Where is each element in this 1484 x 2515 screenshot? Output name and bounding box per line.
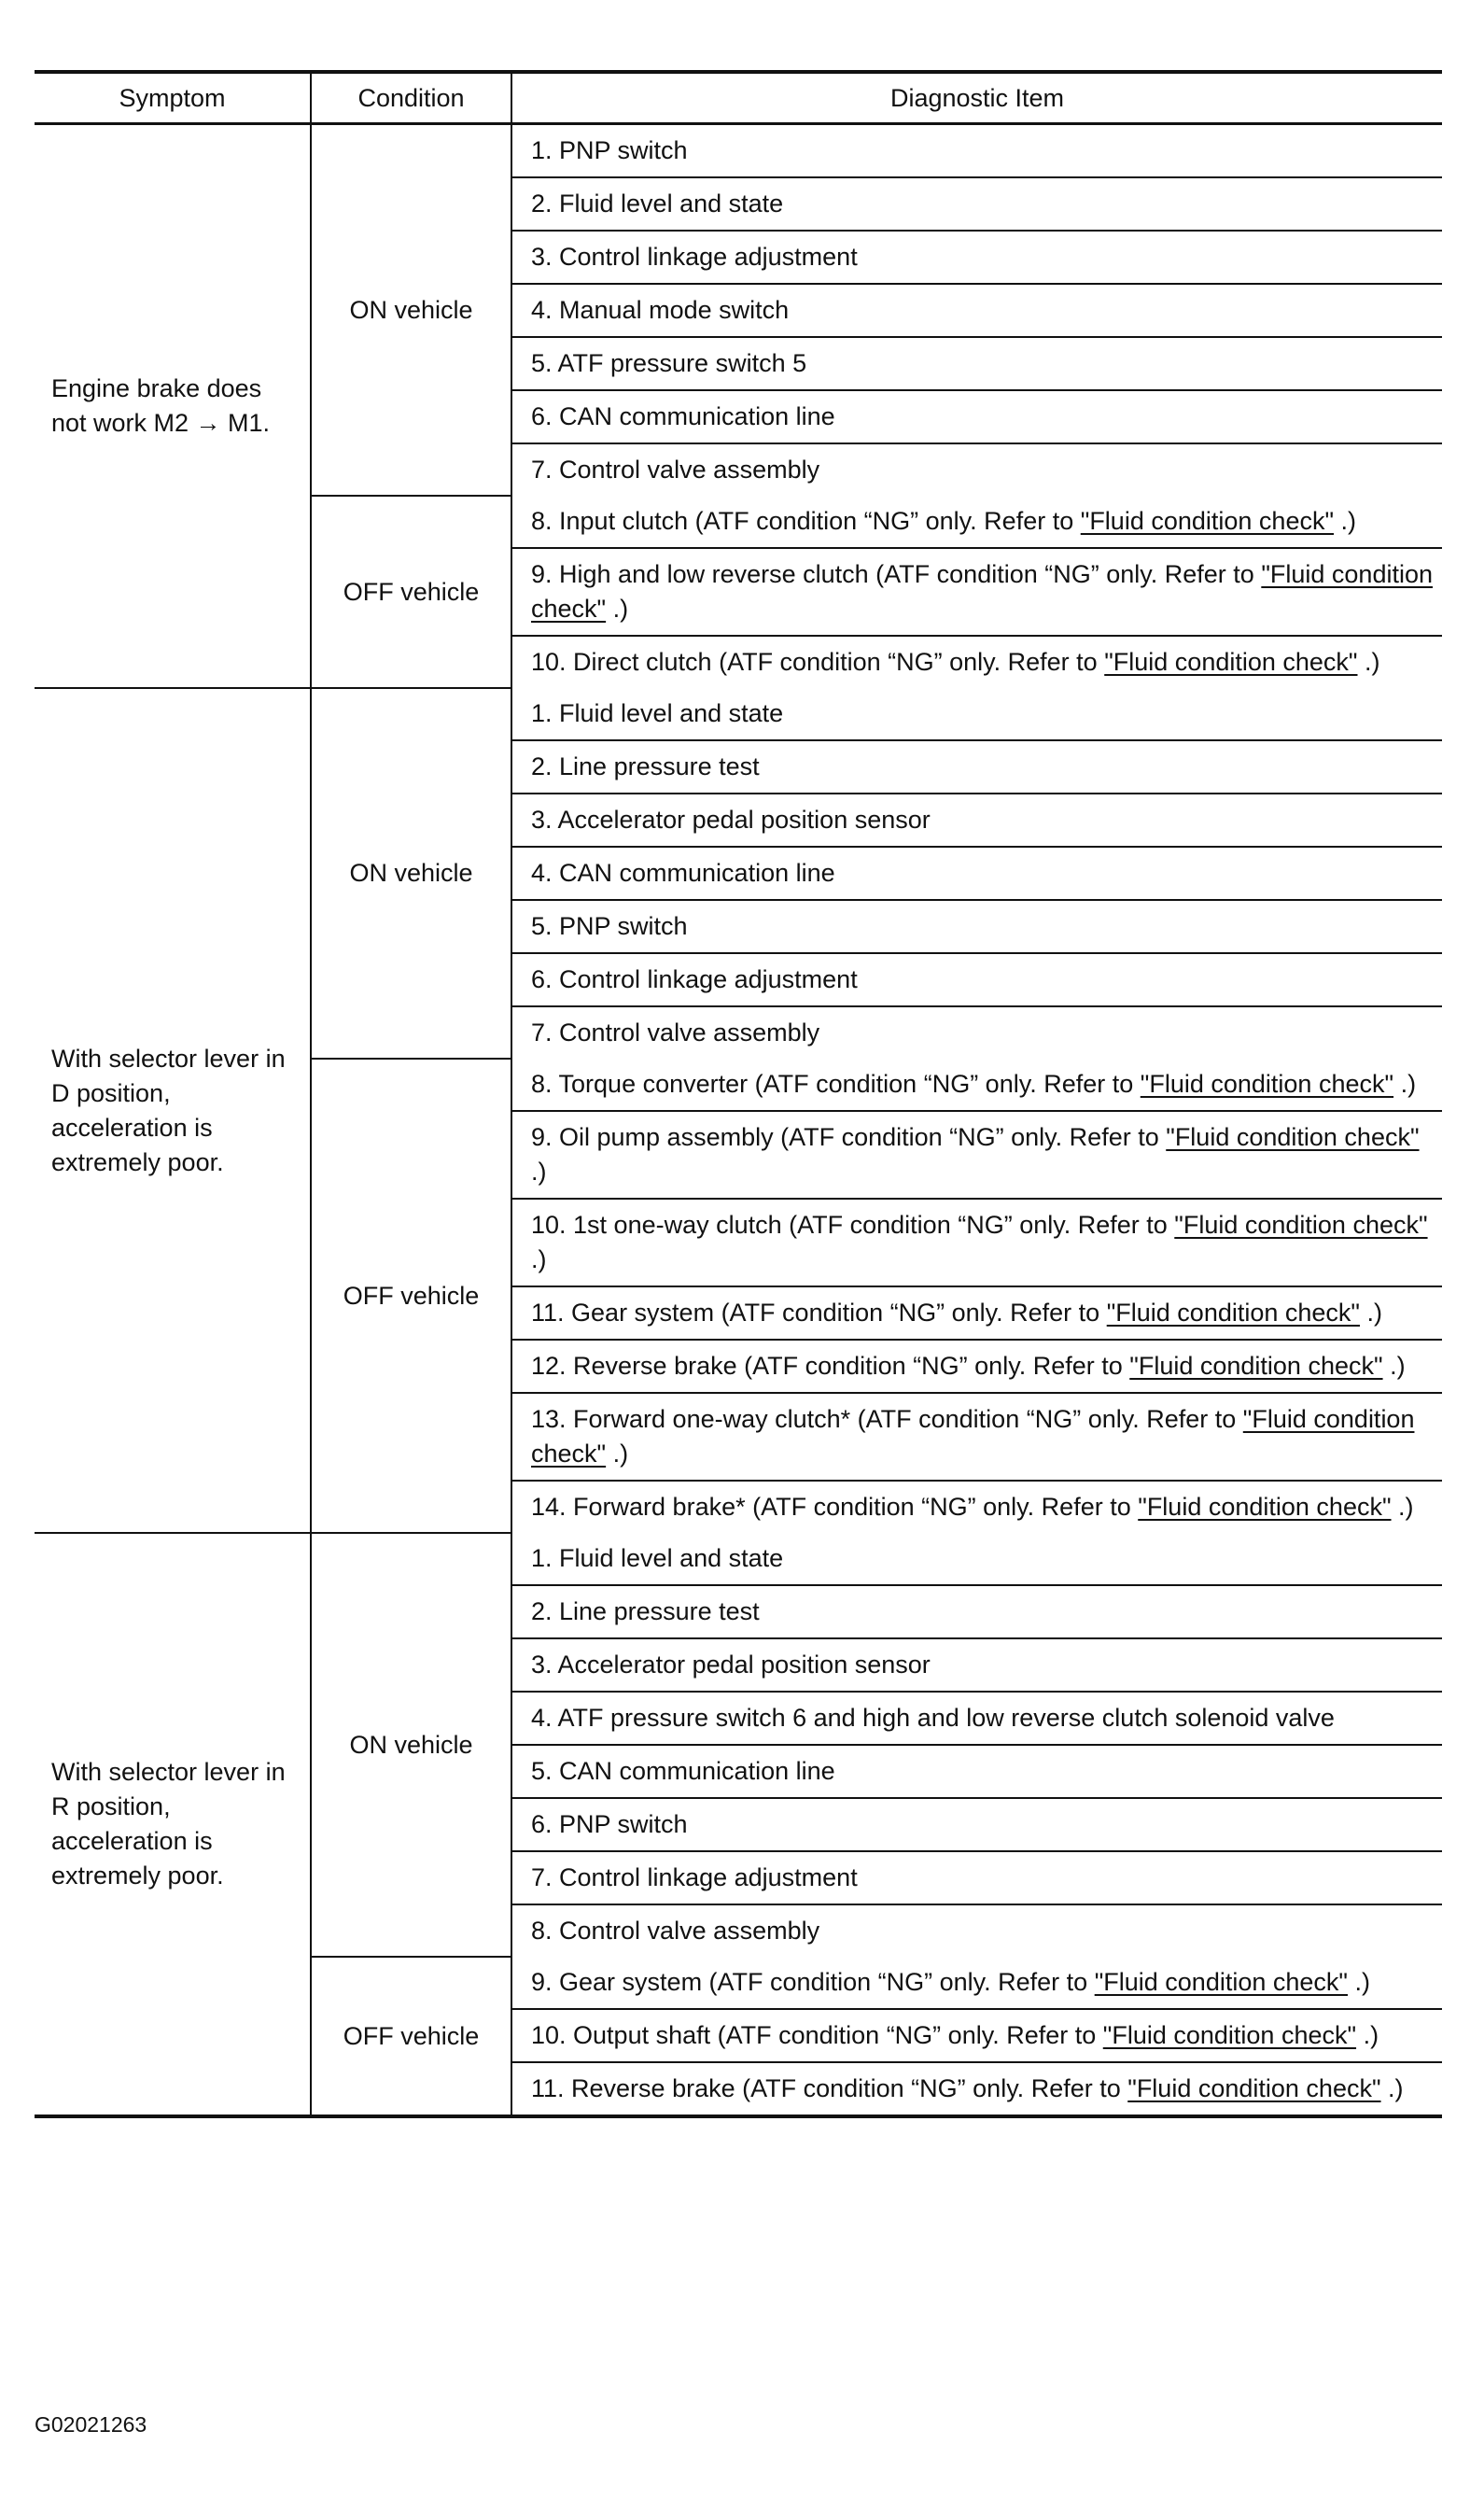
diagnostic-item: [511, 1286, 1442, 1340]
diagnostic-item: [511, 2009, 1442, 2062]
item-tail: .): [1334, 507, 1357, 535]
diagnostic-item: 4. CAN communication line: [511, 847, 1442, 900]
item-tail: .): [531, 1245, 547, 1273]
condition-cell-on-vehicle: ON vehicle: [311, 1533, 511, 1957]
fluid-condition-check-link[interactable]: "Fluid condition check": [1166, 1123, 1420, 1151]
fluid-condition-check-link[interactable]: "Fluid condition check": [531, 1405, 1415, 1468]
diagnostic-table: [35, 70, 1442, 2118]
item-text: 8. Torque converter (ATF condition “NG” only. Refer to: [531, 1070, 1141, 1098]
table-body: [35, 124, 1442, 2117]
diagnostic-item: 6. CAN communication line: [511, 390, 1442, 443]
diagnostic-item: [511, 1199, 1442, 1286]
item-text: 10. Direct clutch (ATF condition “NG” only. Refer to: [531, 648, 1105, 676]
symptom-cell: With selector lever in D position, acceleration is extremely poor.: [35, 688, 311, 1533]
diagnostic-item: [511, 1481, 1442, 1533]
item-text: 10. 1st one-way clutch (ATF condition “NG” only. Refer to: [531, 1211, 1175, 1239]
condition-cell-off-vehicle: OFF vehicle: [311, 1059, 511, 1533]
item-text: 11. Reverse brake (ATF condition “NG” only. Refer to: [531, 2074, 1128, 2102]
diagnostic-item: [511, 1111, 1442, 1199]
item-tail: .): [1391, 1493, 1414, 1521]
diagnostic-item: [511, 636, 1442, 688]
diagnostic-item: 4. Manual mode switch: [511, 284, 1442, 337]
item-text: 8. Input clutch (ATF condition “NG” only. Refer to: [531, 507, 1081, 535]
fluid-condition-check-link[interactable]: "Fluid condition check": [1140, 1070, 1394, 1098]
item-tail: .): [531, 1158, 547, 1186]
diagnostic-item: 5. PNP switch: [511, 900, 1442, 953]
diagnostic-item: 3. Accelerator pedal position sensor: [511, 1638, 1442, 1692]
diagnostic-item: 6. PNP switch: [511, 1798, 1442, 1851]
condition-header: Condition: [311, 72, 511, 124]
fluid-condition-check-link[interactable]: "Fluid condition check": [1106, 1299, 1361, 1327]
diagnostic-item: 4. ATF pressure switch 6 and high and low reverse clutch solenoid valve: [511, 1692, 1442, 1745]
item-text: 9. High and low reverse clutch (ATF condition “NG” only. Refer to: [531, 560, 1262, 588]
diagnostic-item: 5. ATF pressure switch 5: [511, 337, 1442, 390]
document-code: G02021263: [35, 2412, 147, 2437]
fluid-condition-check-link[interactable]: "Fluid condition check": [1127, 2074, 1381, 2102]
fluid-condition-check-link[interactable]: "Fluid condition check": [1138, 1493, 1392, 1521]
fluid-condition-check-link[interactable]: "Fluid condition check": [1080, 507, 1335, 535]
header-row: [35, 72, 1442, 124]
item-text: 10. Output shaft (ATF condition “NG” only. Refer to: [531, 2021, 1103, 2049]
condition-cell-off-vehicle: OFF vehicle: [311, 1957, 511, 2116]
table-row: [35, 1533, 1442, 1585]
fluid-condition-check-link[interactable]: "Fluid condition check": [1174, 1211, 1428, 1239]
fluid-condition-check-link[interactable]: "Fluid condition check": [1094, 1968, 1348, 1996]
diagnostic-item: [511, 2062, 1442, 2116]
diagnostic-item: [511, 548, 1442, 636]
diagnostic-item: [511, 496, 1442, 548]
diagnostic-item-header: Diagnostic Item: [511, 72, 1442, 124]
item-text: 14. Forward brake* (ATF condition “NG” only. Refer to: [531, 1493, 1139, 1521]
diagnostic-item: 2. Line pressure test: [511, 740, 1442, 794]
diagnostic-item: 2. Line pressure test: [511, 1585, 1442, 1638]
diagnostic-item: 1. Fluid level and state: [511, 1533, 1442, 1585]
diagnostic-item: [511, 1393, 1442, 1481]
diagnostic-item: 7. Control valve assembly: [511, 443, 1442, 496]
fluid-condition-check-link[interactable]: "Fluid condition check": [1129, 1352, 1383, 1380]
diagnostic-item: 2. Fluid level and state: [511, 177, 1442, 231]
item-tail: .): [1382, 1352, 1406, 1380]
item-tail: .): [1356, 2021, 1379, 2049]
symptom-header: Symptom: [35, 72, 311, 124]
diagnostic-item: 7. Control linkage adjustment: [511, 1851, 1442, 1904]
item-text: 12. Reverse brake (ATF condition “NG” only. Refer to: [531, 1352, 1130, 1380]
symptom-cell: Engine brake does not work M2 → M1.: [35, 124, 311, 689]
item-tail: .): [1348, 1968, 1370, 1996]
diagnostic-item: 6. Control linkage adjustment: [511, 953, 1442, 1006]
fluid-condition-check-link[interactable]: "Fluid condition check": [1102, 2021, 1357, 2049]
item-tail: .): [1393, 1070, 1417, 1098]
fluid-condition-check-link[interactable]: "Fluid condition check": [531, 560, 1433, 623]
item-tail: .): [1357, 648, 1380, 676]
diagnostic-item: 3. Accelerator pedal position sensor: [511, 794, 1442, 847]
item-text: 11. Gear system (ATF condition “NG” only. Refer to: [531, 1299, 1107, 1327]
diagnostic-item: 8. Control valve assembly: [511, 1904, 1442, 1957]
condition-cell-on-vehicle: ON vehicle: [311, 688, 511, 1059]
symptom-cell: With selector lever in R position, acceleration is extremely poor.: [35, 1533, 311, 2116]
diagnostic-item: [511, 1340, 1442, 1393]
diagnostic-item: 1. PNP switch: [511, 124, 1442, 178]
item-tail: .): [606, 595, 629, 623]
item-tail: .): [1360, 1299, 1383, 1327]
diagnostic-item: [511, 1059, 1442, 1111]
condition-cell-on-vehicle: ON vehicle: [311, 124, 511, 497]
diagnostic-item: 5. CAN communication line: [511, 1745, 1442, 1798]
item-text: 9. Oil pump assembly (ATF condition “NG” only. Refer to: [531, 1123, 1167, 1151]
table-row: [35, 688, 1442, 740]
fluid-condition-check-link[interactable]: "Fluid condition check": [1104, 648, 1358, 676]
item-tail: .): [606, 1440, 629, 1468]
item-tail: .): [1380, 2074, 1404, 2102]
item-text: 9. Gear system (ATF condition “NG” only. Refer to: [531, 1968, 1095, 1996]
item-text: 13. Forward one-way clutch* (ATF condition “NG” only. Refer to: [531, 1405, 1243, 1433]
condition-cell-off-vehicle: OFF vehicle: [311, 496, 511, 688]
diagnostic-item: 1. Fluid level and state: [511, 688, 1442, 740]
diagnostic-item: [511, 1957, 1442, 2009]
diagnostic-item: 3. Control linkage adjustment: [511, 231, 1442, 284]
diagnostic-item: 7. Control valve assembly: [511, 1006, 1442, 1059]
table-row: [35, 124, 1442, 178]
